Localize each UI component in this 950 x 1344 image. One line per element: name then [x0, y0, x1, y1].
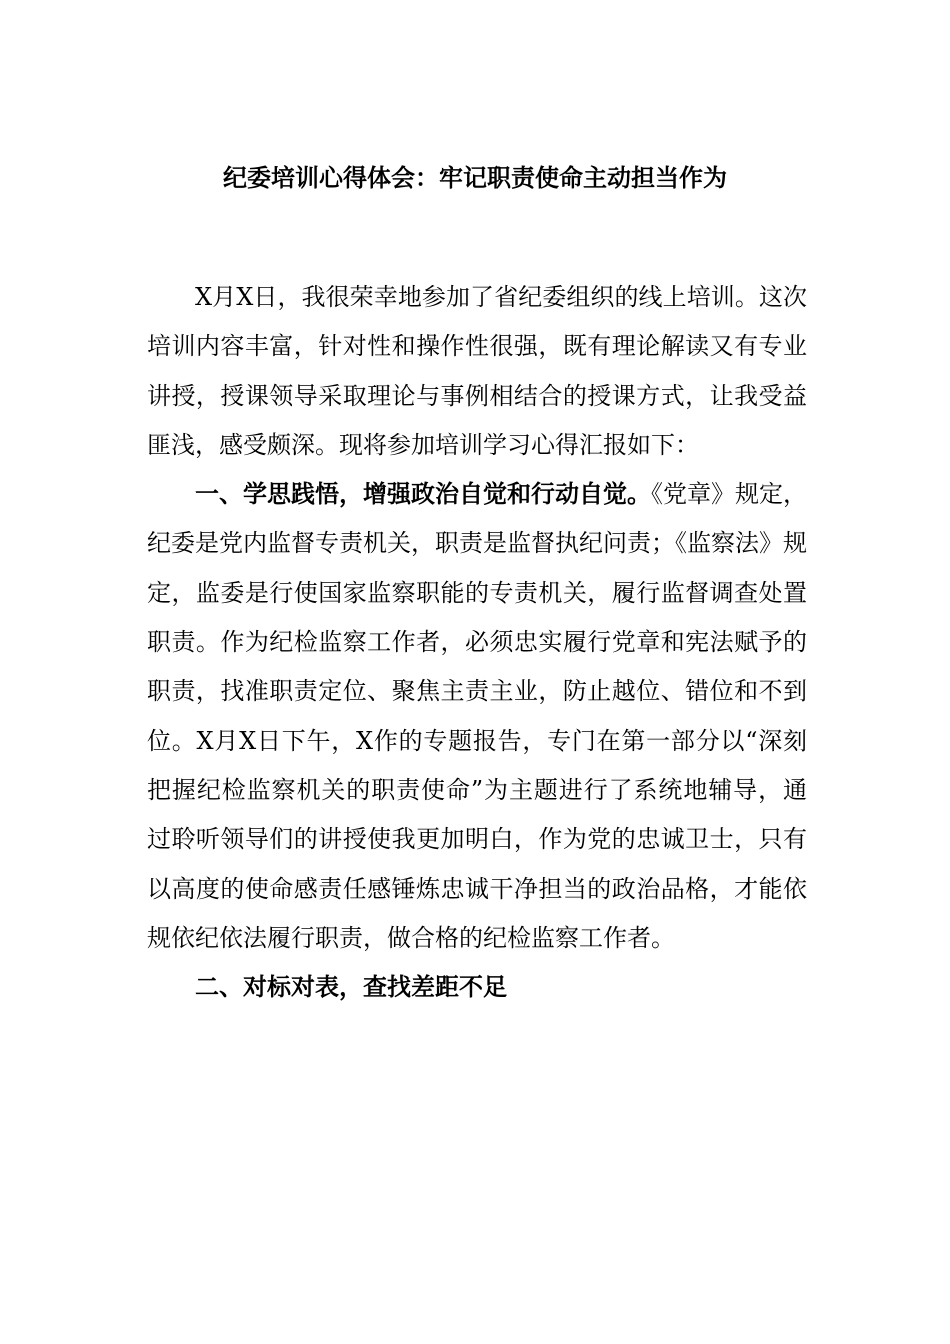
- paragraph-intro: [147, 273, 807, 470]
- document-title: 纪委培训心得体会：牢记职责使命主动担当作为: [223, 164, 727, 192]
- section-heading: 二、对标对表，查找差距不足: [195, 973, 507, 1002]
- section-heading: 一、学思践悟，增强政治自觉和行动自觉。: [195, 480, 651, 509]
- paragraph-text: X月X日，我很荣幸地参加了省纪委组织的线上培训。这次培训内容丰富，针对性和操作性很强，既有理论解读又有专业讲授，授课领导采取理论与事例相结合的授课方式，让我受益匪浅，感受颇深。现将参加培训学习心得汇报如下：: [147, 283, 807, 459]
- document-body: [147, 273, 807, 1012]
- paragraph-section-2: [147, 963, 807, 1012]
- paragraph-section-1: [147, 470, 807, 963]
- paragraph-text: 《党章》规定，纪委是党内监督专责机关，职责是监督执纪问责；《监察法》规定，监委是行使国家监察职能的专责机关，履行监督调查处置职责。作为纪检监察工作者，必须忠实履行党章和宪法赋予的职责，找准职责定位、聚焦主责主业，防止越位、错位和不到位。X月X日下午，X作的专题报告，专门在第一部分以“深刻把握纪检监察机关的职责使命”为主题进行了系统地辅导，通过聆听领导们的讲授使我更加明白，作为党的忠诚卫士，只有以高度的使命感责任感锤炼忠诚干净担当的政治品格，才能依规依纪依法履行职责，做合格的纪检监察工作者。: [147, 480, 807, 952]
